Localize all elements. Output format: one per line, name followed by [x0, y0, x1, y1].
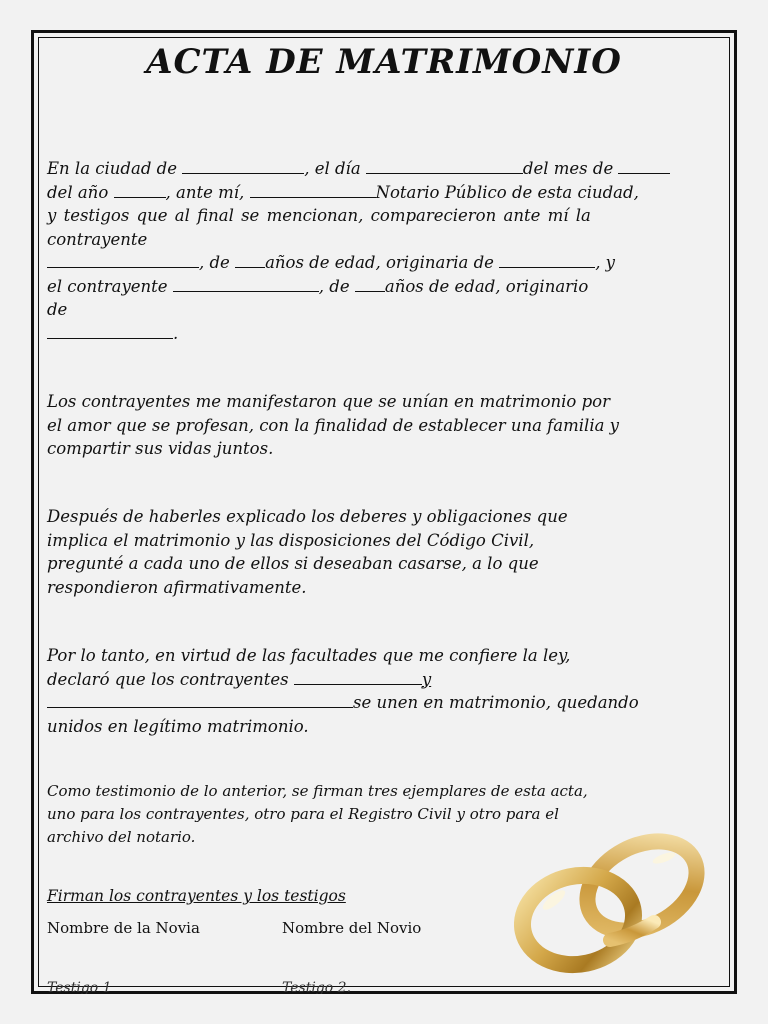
blank-bride-origin	[499, 252, 595, 268]
text-line: respondieron afirmativamente.	[47, 577, 307, 597]
text-line: uno para los contrayentes, otro para el Registro Civil y otro para el	[47, 805, 559, 823]
text-line: implica el matrimonio y las disposiciones del Código Civil,	[47, 530, 535, 550]
blank-bride-age	[235, 252, 265, 268]
text-line: compartir sus vidas juntos.	[47, 439, 274, 458]
signatures-heading: Firman los contrayentes y los testigos	[47, 887, 346, 905]
blank-contrayente-2	[47, 692, 353, 708]
bride-name-label: Nombre de la Novia	[47, 919, 200, 937]
text-line: contrayente	[47, 229, 148, 249]
text-line: En la ciudad de , el día del mes de	[47, 157, 727, 181]
text-line: Los contrayentes me manifestaron que se unían en matrimonio por	[47, 392, 610, 411]
text-line: de	[47, 300, 68, 319]
blank-month	[618, 158, 670, 174]
text-line: declaró que los contrayentes y	[47, 669, 432, 689]
blank-contrayente-1	[294, 669, 422, 685]
text-line: Por lo tanto, en virtud de las facultades que me confiere la ley,	[47, 646, 571, 665]
text-line: se unen en matrimonio, quedando	[47, 691, 727, 715]
wedding-rings-icon	[514, 828, 710, 974]
text-line: , de años de edad, originaria de , y	[47, 251, 727, 275]
groom-name-label: Nombre del Novio	[282, 919, 422, 937]
blank-day	[366, 158, 523, 174]
text-line: y testigos que al final se mencionan, comparecieron ante mí la	[47, 206, 591, 225]
text-line: unidos en legítimo matrimonio.	[47, 716, 309, 736]
paragraph-intro	[47, 157, 727, 345]
text-line: del año , ante mí, Notario Público de esta ciudad,	[47, 182, 639, 202]
text-line: el amor que se profesan, con la finalidad de establecer una familia y	[47, 415, 619, 435]
blank-groom-origin	[47, 323, 173, 339]
blank-groom-age	[355, 276, 385, 292]
witness-2-label: Testigo 2.	[282, 980, 352, 994]
text-line: pregunté a cada uno de ellos si deseaban casarse, a lo que	[47, 554, 539, 573]
blank-notary	[250, 182, 376, 198]
paragraph-obligations	[47, 505, 727, 599]
text-line: Después de haberles explicado los deberes y obligaciones que	[47, 507, 568, 526]
text-line: Como testimonio de lo anterior, se firman tres ejemplares de esta acta,	[47, 782, 588, 800]
paragraph-declaration	[47, 390, 727, 461]
text-line: archivo del notario.	[47, 828, 196, 846]
blank-bride-name	[47, 252, 199, 268]
paragraph-union	[47, 644, 727, 738]
text-line: .	[47, 322, 727, 346]
text-line: el contrayente , de años de edad, originario	[47, 276, 589, 296]
page-title: ACTA DE MATRIMONIO	[146, 42, 622, 82]
blank-city	[182, 158, 304, 174]
blank-year	[114, 182, 166, 198]
blank-groom-name	[173, 276, 319, 292]
witness-1-label: Testigo 1	[47, 980, 112, 994]
